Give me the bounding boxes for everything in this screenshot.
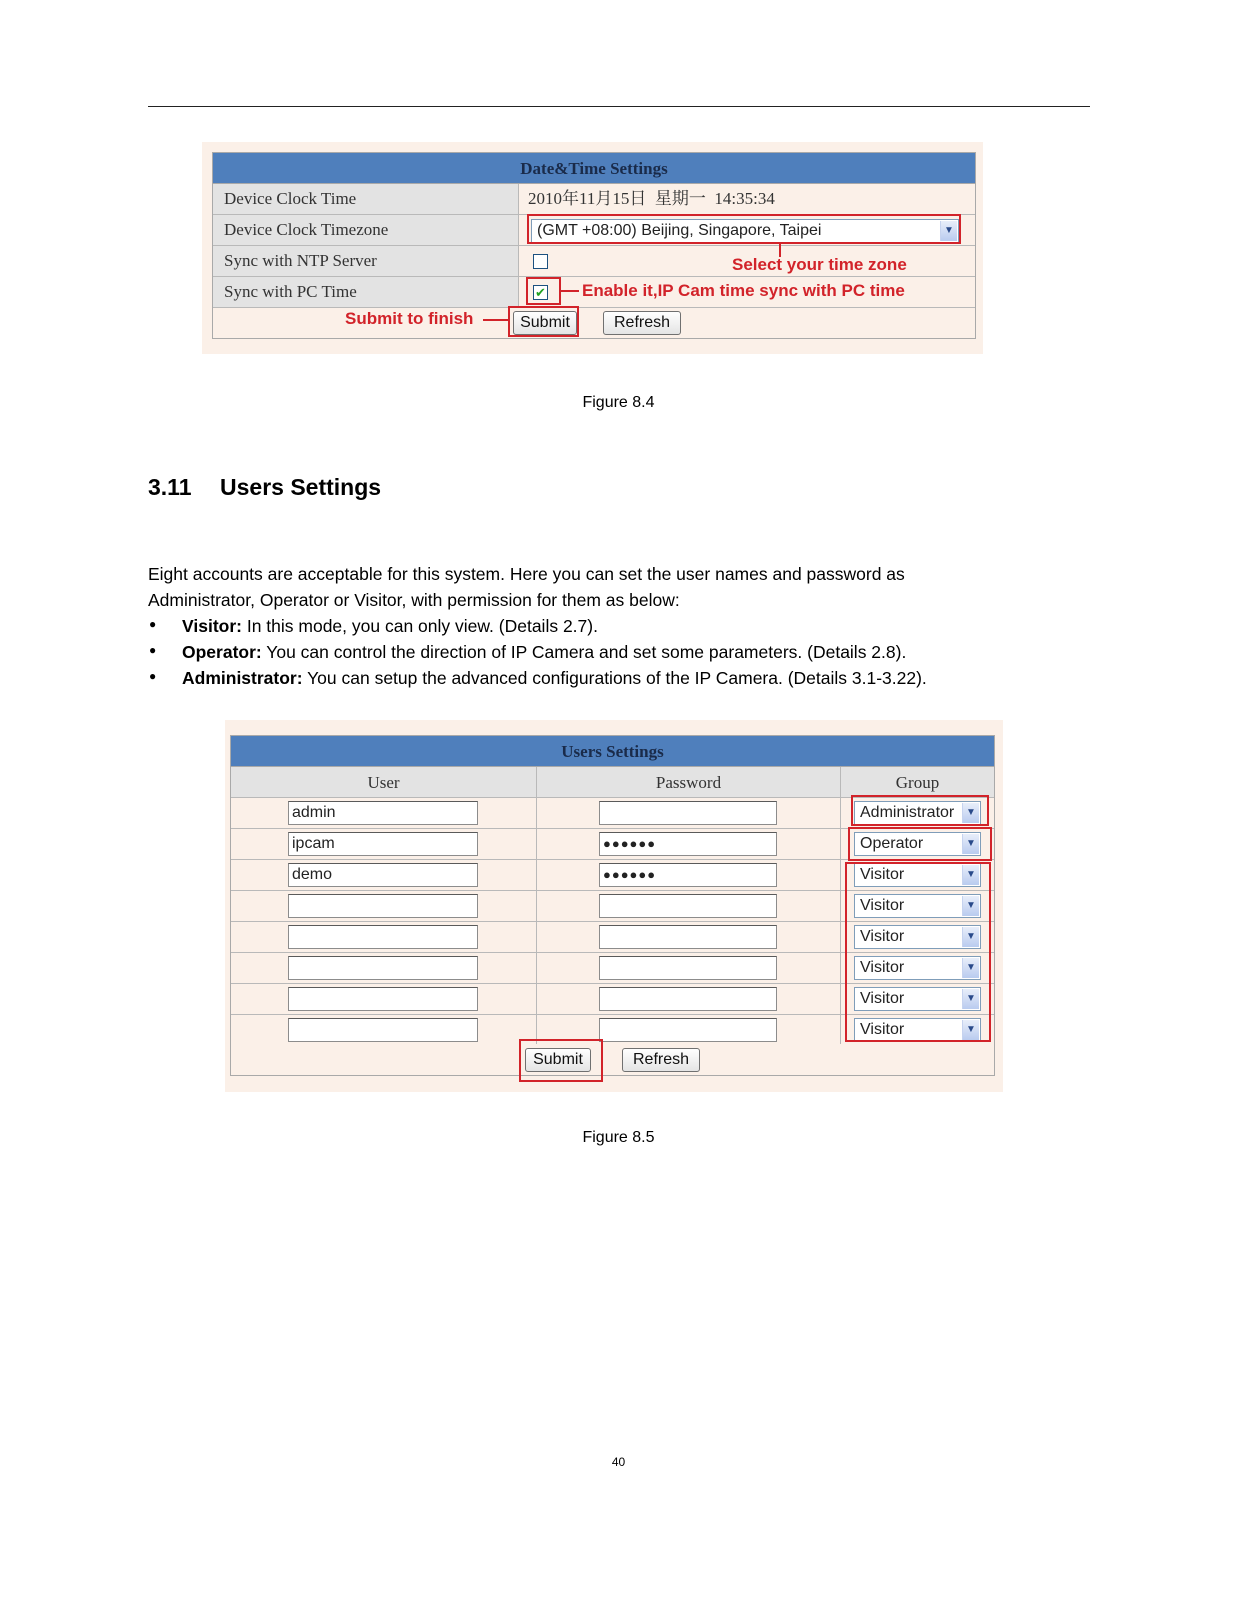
- users-button-row: [231, 1046, 994, 1075]
- bullet-dot-icon: ●: [149, 643, 157, 657]
- section-heading: [148, 474, 381, 501]
- refresh-button[interactable]: Refresh: [603, 311, 681, 335]
- header-rule: [148, 106, 1090, 107]
- group-select-value: Visitor: [860, 928, 905, 945]
- timezone-annotation: Select your time zone: [732, 255, 907, 274]
- password-input[interactable]: [599, 801, 777, 825]
- sync-ntp-checkbox[interactable]: [533, 254, 548, 269]
- password-input[interactable]: [599, 1018, 777, 1042]
- datetime-settings-table: [212, 152, 976, 339]
- chevron-down-icon[interactable]: ▼: [962, 834, 979, 854]
- chevron-down-icon[interactable]: ▼: [962, 896, 979, 916]
- password-input[interactable]: [599, 894, 777, 918]
- bullet-text: [182, 665, 927, 691]
- group-select-value: Visitor: [860, 866, 905, 883]
- username-input[interactable]: admin: [288, 801, 478, 825]
- column-group: Group: [841, 767, 994, 797]
- bullet-text: [182, 639, 906, 665]
- pc-sync-highlight: [526, 277, 561, 305]
- submit-button[interactable]: Submit: [513, 311, 577, 335]
- chevron-down-icon[interactable]: ▼: [962, 803, 979, 823]
- section-title: Users Settings: [220, 474, 382, 500]
- group-select-value: Visitor: [860, 1021, 905, 1038]
- password-input[interactable]: [599, 987, 777, 1011]
- page-number: 40: [611, 1455, 626, 1469]
- users-header-row: [231, 767, 994, 798]
- timezone-select-value: (GMT +08:00) Beijing, Singapore, Taipei: [537, 222, 822, 239]
- username-input[interactable]: [288, 956, 478, 980]
- users-settings-title: Users Settings: [231, 736, 994, 767]
- bullet-desc: In this mode, you can only view. (Details 2.7).: [241, 616, 598, 636]
- group-select-value: Visitor: [860, 959, 905, 976]
- figure-8-5-caption: Figure 8.5: [582, 1129, 655, 1146]
- group-select-value: Operator: [860, 835, 924, 852]
- device-clock-time-label: Device Clock Time: [213, 184, 519, 214]
- bullet-dot-icon: ●: [149, 669, 157, 683]
- datetime-settings-screenshot: [202, 142, 983, 354]
- intro-line-1: Eight accounts are acceptable for this system. Here you can set the user names and password as: [148, 564, 905, 584]
- bullet-text: [182, 613, 598, 639]
- username-input[interactable]: [288, 1018, 478, 1042]
- group-select-value: Visitor: [860, 897, 905, 914]
- submit-highlight: [508, 306, 579, 337]
- device-clock-timezone-label: Device Clock Timezone: [213, 215, 519, 245]
- bullet-term: Operator:: [182, 642, 262, 662]
- device-clock-time-value: 2010年11月15日 星期一 14:35:34: [528, 189, 775, 208]
- chevron-down-icon[interactable]: ▼: [940, 221, 957, 241]
- column-user: User: [231, 767, 537, 797]
- submit-annotation: Submit to finish: [345, 309, 474, 328]
- sync-ntp-label: Sync with NTP Server: [213, 246, 519, 276]
- users-refresh-button[interactable]: Refresh: [622, 1048, 700, 1072]
- datetime-settings-title: Date&Time Settings: [213, 153, 975, 184]
- administrator-highlight: [851, 795, 989, 826]
- chevron-down-icon[interactable]: ▼: [962, 989, 979, 1009]
- password-input[interactable]: ●●●●●●: [599, 863, 777, 887]
- bullet-term: Administrator:: [182, 668, 303, 688]
- visitor-highlight: [845, 862, 991, 1042]
- bullet-dot-icon: ●: [149, 617, 157, 631]
- row-buttons: [213, 308, 975, 338]
- chevron-down-icon[interactable]: ▼: [962, 958, 979, 978]
- checkmark-icon: ✔: [535, 285, 546, 300]
- chevron-down-icon[interactable]: ▼: [962, 865, 979, 885]
- bullet-term: Visitor:: [182, 616, 242, 636]
- group-select-value: Administrator: [860, 804, 955, 821]
- pc-sync-annotation: Enable it,IP Cam time sync with PC time: [582, 281, 905, 300]
- bullet-desc: You can control the direction of IP Camera and set some parameters. (Details 2.8).: [261, 642, 907, 662]
- username-input[interactable]: [288, 894, 478, 918]
- users-submit-highlight: [519, 1039, 603, 1082]
- timezone-highlight: [527, 214, 961, 244]
- sync-pc-time-label: Sync with PC Time: [213, 277, 519, 307]
- intro-line-2: Administrator, Operator or Visitor, with permission for them as below:: [148, 590, 680, 610]
- operator-highlight: [848, 827, 992, 861]
- column-password: Password: [537, 767, 841, 797]
- username-input[interactable]: demo: [288, 863, 478, 887]
- pc-sync-pointer-line: [561, 290, 579, 292]
- chevron-down-icon[interactable]: ▼: [962, 927, 979, 947]
- password-input[interactable]: [599, 925, 777, 949]
- submit-pointer-line: [483, 319, 508, 321]
- section-number: 3.11: [148, 474, 192, 500]
- row-device-clock-time: [213, 184, 975, 215]
- username-input[interactable]: [288, 987, 478, 1011]
- username-input[interactable]: ipcam: [288, 832, 478, 856]
- password-input[interactable]: ●●●●●●: [599, 832, 777, 856]
- chevron-down-icon[interactable]: ▼: [962, 1020, 979, 1040]
- bullet-desc: You can setup the advanced configurations of the IP Camera. (Details 3.1-3.22).: [302, 668, 927, 688]
- password-input[interactable]: [599, 956, 777, 980]
- group-select-value: Visitor: [860, 990, 905, 1007]
- username-input[interactable]: [288, 925, 478, 949]
- users-submit-button[interactable]: Submit: [525, 1048, 591, 1072]
- figure-8-4-caption: Figure 8.4: [582, 394, 655, 411]
